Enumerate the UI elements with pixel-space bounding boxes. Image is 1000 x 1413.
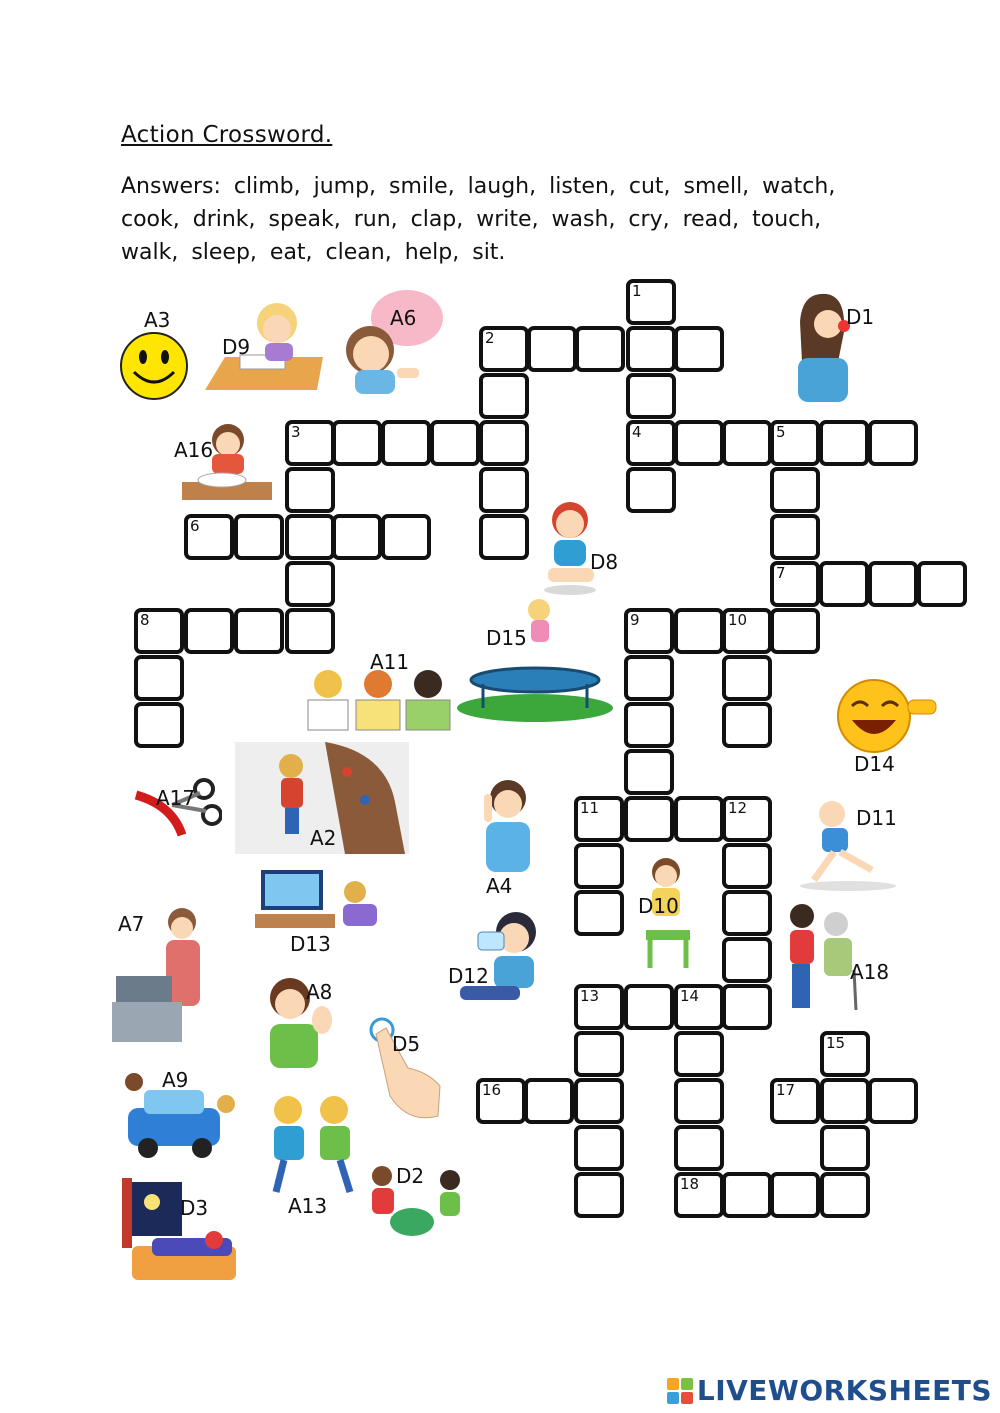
crossword-cell[interactable] [674,1078,724,1124]
crossword-cell[interactable] [770,467,820,513]
crossword-cell[interactable] [479,467,529,513]
crossword-cell[interactable] [674,1031,724,1077]
crossword-cell[interactable] [479,373,529,419]
crossword-cell[interactable] [479,326,529,372]
clue-label-a2: A2 [310,826,337,850]
crossword-cell[interactable] [479,514,529,560]
crossword-cell[interactable] [574,890,624,936]
crossword-cell[interactable] [234,608,284,654]
clue-label-d13: D13 [290,932,331,956]
clue-label-d3: D3 [180,1196,209,1220]
clue-label-d1: D1 [846,305,875,329]
answer-line-2: cook, drink, speak, run, clap, write, wash, cry, read, touch, [121,207,822,232]
crossword-cell[interactable] [674,420,724,466]
clue-label-a16: A16 [174,438,214,462]
boy-drinking-picture [450,906,550,1016]
crossword-cell[interactable] [770,514,820,560]
clue-label-a18: A18 [850,960,890,984]
crossword-cell[interactable] [674,984,724,1030]
clue-label-a9: A9 [162,1068,189,1092]
crossword-cell[interactable] [820,1172,870,1218]
clue-label-d10: D10 [638,894,679,918]
answer-line-1: Answers: climb, jump, smile, laugh, listen, cut, smell, watch, [121,174,836,199]
logo-square-1 [667,1378,679,1390]
crossword-cell[interactable] [381,514,431,560]
crossword-cell-number: 14 [680,987,700,1005]
logo-square-3 [667,1392,679,1404]
crossword-cell[interactable] [624,984,674,1030]
crossword-cell[interactable] [722,608,772,654]
crossword-cell-number: 17 [776,1081,796,1099]
clue-label-a6: A6 [390,306,417,330]
crossword-cell[interactable] [624,702,674,748]
crossword-cell-number: 15 [826,1034,846,1052]
crossword-cell[interactable] [626,279,676,325]
crossword-cell[interactable] [285,420,335,466]
crossword-cell[interactable] [626,420,676,466]
clue-label-d12: D12 [448,964,489,988]
crossword-cell[interactable] [722,1172,772,1218]
crossword-cell[interactable] [134,655,184,701]
crossword-cell[interactable] [574,984,624,1030]
girl-jumping-trampoline-picture [455,590,615,725]
crossword-cell-number: 18 [680,1175,700,1193]
crossword-cell[interactable] [574,1031,624,1077]
crossword-cell[interactable] [626,373,676,419]
crossword-cell[interactable] [820,1125,870,1171]
crossword-cell[interactable] [479,420,529,466]
girl-sleeping-picture [122,1178,240,1288]
clue-label-a13: A13 [288,1194,328,1218]
crossword-cell[interactable] [574,843,624,889]
logo-square-2 [681,1378,693,1390]
crossword-cell[interactable] [868,1078,918,1124]
crossword-cell-number: 3 [291,423,301,441]
crossword-cell[interactable] [819,561,869,607]
crossword-cell[interactable] [134,608,184,654]
crossword-cell[interactable] [234,514,284,560]
crossword-cell-number: 5 [776,423,786,441]
crossword-cell[interactable] [381,420,431,466]
crossword-cell-number: 1 [632,282,642,300]
crossword-cell[interactable] [820,1031,870,1077]
crossword-cell[interactable] [917,561,967,607]
crossword-cell[interactable] [770,608,820,654]
crossword-cell[interactable] [722,890,772,936]
crossword-cell[interactable] [722,702,772,748]
crossword-cell[interactable] [574,1125,624,1171]
crossword-cell-number: 7 [776,564,786,582]
crossword-cell[interactable] [285,514,335,560]
crossword-cell[interactable] [722,655,772,701]
crossword-cell[interactable] [674,608,724,654]
crossword-cell[interactable] [770,561,820,607]
worksheet-title: Action Crossword. [121,122,333,148]
crossword-cell-number: 8 [140,611,150,629]
answer-line-3: walk, sleep, eat, clean, help, sit. [121,240,506,265]
crossword-cell[interactable] [184,514,234,560]
girl-speaking-picture [335,288,445,396]
crossword-cell[interactable] [674,1172,724,1218]
crossword-cell[interactable] [722,796,772,842]
crossword-cell-number: 13 [580,987,600,1005]
crossword-cell[interactable] [527,326,577,372]
crossword-cell[interactable] [332,420,382,466]
crossword-cell[interactable] [575,326,625,372]
crossword-cell[interactable] [674,796,724,842]
clue-label-a3: A3 [144,308,171,332]
crossword-cell[interactable] [626,467,676,513]
crossword-cell-number: 11 [580,799,600,817]
clue-label-a4: A4 [486,874,513,898]
crossword-cell-number: 4 [632,423,642,441]
liveworksheets-logo [667,1374,992,1407]
clue-label-d15: D15 [486,626,527,650]
crossword-cell-number: 6 [190,517,200,535]
crossword-cell[interactable] [674,326,724,372]
crossword-cell[interactable] [674,1125,724,1171]
crossword-cell[interactable] [285,608,335,654]
clue-label-d8: D8 [590,550,619,574]
crossword-cell[interactable] [624,608,674,654]
liveworksheets-brand: LIVEWORKSHEETS [696,1374,992,1407]
crossword-cell[interactable] [332,514,382,560]
crossword-cell[interactable] [574,1172,624,1218]
clue-label-d11: D11 [856,806,897,830]
smiley-face-icon [118,330,190,402]
logo-square-4 [681,1392,693,1404]
crossword-cell-number: 10 [728,611,748,629]
clue-label-d14: D14 [854,752,895,776]
crossword-cell[interactable] [624,749,674,795]
crossword-cell[interactable] [574,796,624,842]
clue-label-d9: D9 [222,335,251,359]
kids-watching-tv-picture [255,866,390,938]
crossword-cell[interactable] [722,843,772,889]
crossword-cell[interactable] [134,702,184,748]
crossword-cell-number: 16 [482,1081,502,1099]
girl-helping-grandmother-picture [784,900,862,1012]
crossword-cell[interactable] [476,1078,526,1124]
clue-label-a11: A11 [370,650,410,674]
crossword-cell[interactable] [574,1078,624,1124]
crossword-cell[interactable] [770,1172,820,1218]
crossword-cell[interactable] [820,1078,870,1124]
crossword-cell[interactable] [430,420,480,466]
girl-crying-picture [540,498,600,596]
boy-listening-picture [474,776,538,876]
clue-label-a7: A7 [118,912,145,936]
laughing-emoji-icon [830,676,938,756]
crossword-cell[interactable] [722,984,772,1030]
crossword-cell-number: 9 [630,611,640,629]
crossword-cell[interactable] [868,561,918,607]
crossword-cell[interactable] [285,467,335,513]
crossword-cell-number: 2 [485,329,495,347]
crossword-cell[interactable] [770,420,820,466]
crossword-cell[interactable] [819,420,869,466]
crossword-cell-number: 12 [728,799,748,817]
crossword-cell[interactable] [770,1078,820,1124]
clue-label-a17: A17 [156,786,196,810]
clue-label-d5: D5 [392,1032,421,1056]
liveworksheets-logo-icon [667,1378,693,1404]
kids-walking-picture [258,1092,368,1200]
crossword-cell[interactable] [722,420,772,466]
clue-label-d2: D2 [396,1164,425,1188]
clue-label-a8: A8 [306,980,333,1004]
crossword-cell[interactable] [184,608,234,654]
crossword-cell[interactable] [722,937,772,983]
crossword-cell[interactable] [285,561,335,607]
crossword-cell[interactable] [868,420,918,466]
crossword-cell[interactable] [624,796,674,842]
crossword-cell[interactable] [626,326,676,372]
crossword-cell[interactable] [624,655,674,701]
crossword-cell[interactable] [524,1078,574,1124]
